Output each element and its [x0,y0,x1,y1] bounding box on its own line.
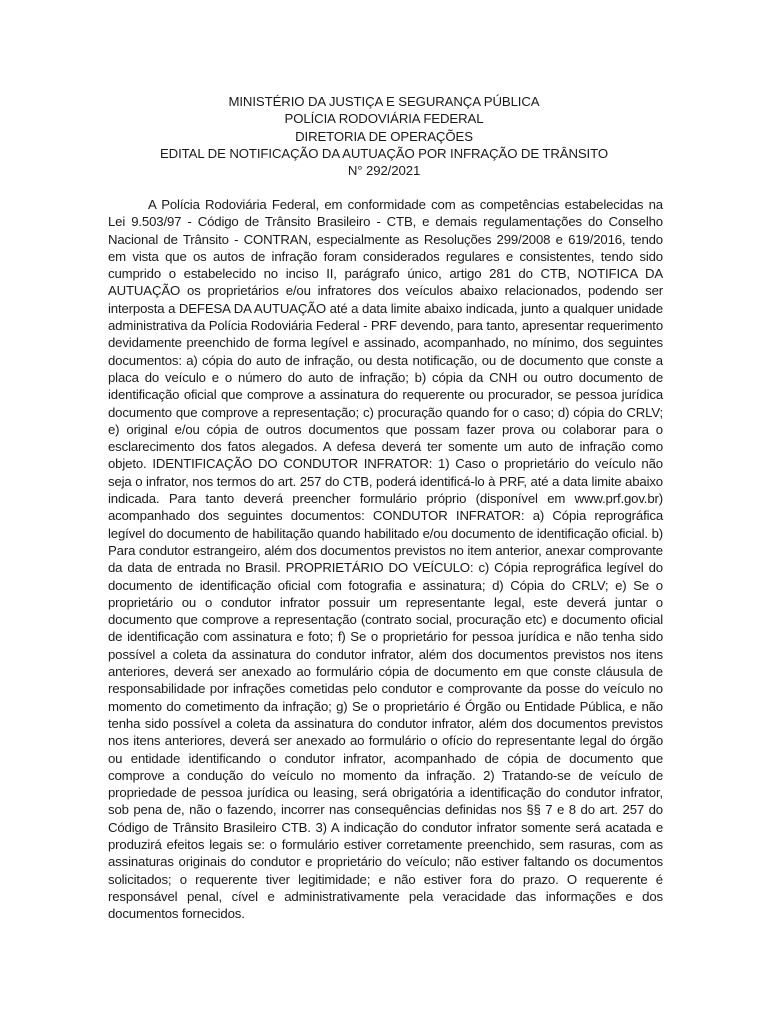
header-edital-number: N° 292/2021 [347,163,421,179]
header-edital-title: EDITAL DE NOTIFICAÇÃO DA AUTUAÇÃO POR INFRAÇÃO DE TRÂNSITO [159,145,608,161]
header-agency: POLÍCIA RODOVIÁRIA FEDERAL [284,111,484,127]
document-header [0,93,768,179]
body-paragraph: A Polícia Rodoviária Federal, em conformidade com as competências estabelecidas na Lei 9.503/97 - Código de Trânsito Brasileiro - CTB, e demais regulamentações do Conselho Nacional de Trânsito - CONTRAN, especialmente as Resoluções 299/2008 e 619/2016, tendo em vista que os autos de infração foram considerados regulares e consistentes, tendo sido cumprido o estabelecido no inciso II, parágrafo único, artigo 281 do CTB, NOTIFICA DA AUTUAÇÃO os proprietários e/ou infratores dos veículos abaixo relacionados, podendo ser interposta a DEFESA DA AUTUAÇÃO até a data limite abaixo indicada, junto a qualquer unidade administrativa da Polícia Rodoviária Federal - PRF devendo, para tanto, apresentar requerimento devidamente preenchido de forma legível e assinado, acompanhado, no mínimo, dos seguintes documentos: a) cópia do auto de infração, ou desta notificação, ou de documento que conste a placa do veículo e o número do auto de infração; b) cópia da CNH ou outro documento de identificação oficial que comprove a assinatura do requerente ou procurador, se pessoa jurídica documento que comprove a representação; c) procuração quando for o caso; d) cópia do CRLV; e) original e/ou cópia de outros documentos que possam fazer prova ou colaborar para o esclarecimento dos fatos alegados. A defesa deverá ter somente um auto de infração como objeto. IDENTIFICAÇÃO DO CONDUTOR INFRATOR: 1) Caso o proprietário do veículo não seja o infrator, nos termos do art. 257 do CTB, poderá identificá-lo à PRF, até a data limite abaixo indicada. Para tanto deverá preencher formulário próprio (disponível em www.prf.gov.br) acompanhado dos seguintes documentos: CONDUTOR INFRATOR: a) Cópia reprográfica legível do documento de habilitação quando habilitado e/ou documento de identificação oficial. b) Para condutor estrangeiro, além dos documentos previstos no item anterior, anexar comprovante da data de entrada no Brasil. PROPRIETÁRIO DO VEÍCULO: c) Cópia reprográfica legível do documento de identificação oficial com fotografia e assinatura; d) Cópia do CRLV; e) Se o proprietário ou o condutor infrator possuir um representante legal, este deverá juntar o documento que comprove a representação (contrato social, procuração etc) e documento oficial de identificação com assinatura e foto; f) Se o proprietário for pessoa jurídica e não tenha sido possível a coleta da assinatura do condutor infrator, além dos documentos previstos nos itens anteriores, deverá ser anexado ao formulário cópia de documento em que conste cláusula de responsabilidade por infrações cometidas pelo condutor e comprovante da posse do veículo no momento do cometimento da infração; g) Se o proprietário é Órgão ou Entidade Pública, e não tenha sido possível a coleta da assinatura do condutor infrator, além dos documentos previstos nos itens anteriores, deverá ser anexado ao formulário o ofício do representante legal do órgão ou entidade identificando o condutor infrator, acompanhado de cópia de documento que comprove a condução do veículo no momento da infração. 2) Tratando-se de veículo de propriedade de pessoa jurídica ou leasing, será obrigatória a identificação do condutor infrator, sob pena de, não o fazendo, incorrer nas consequências definidas nos §§ 7 e 8 do art. 257 do Código de Trânsito Brasileiro CTB. 3) A indicação do condutor infrator somente será acatada e produzirá efeitos legais se: o formulário estiver corretamente preenchido, sem rasuras, com as assinaturas originais do condutor e proprietário do veículo; não estiver faltando os documentos solicitados; o requerente tiver legitimidade; e não estiver fora do prazo. O requerente é responsável penal, cível e administrativamente pela veracidade das informações e dos documentos fornecidos. [108,197,663,922]
header-ministry: MINISTÉRIO DA JUSTIÇA E SEGURANÇA PÚBLICA [228,94,540,109]
header-directorate: DIRETORIA DE OPERAÇÕES [295,128,473,144]
